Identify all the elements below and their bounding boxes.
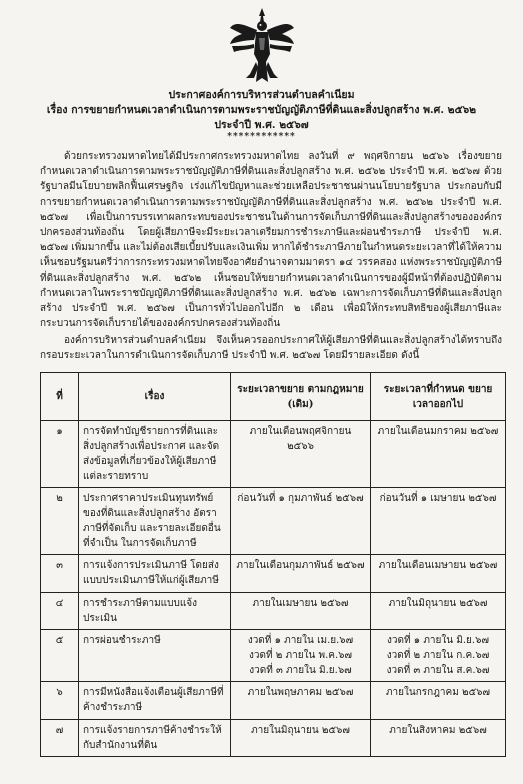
- period-line: งวดที่ ๓ ภายใน มิ.ย.๖๗: [249, 665, 352, 676]
- row-law-period: [231, 488, 371, 555]
- schedule-table: [40, 372, 506, 757]
- announcement-year: ประจำปี พ.ศ. ๒๕๖๗: [214, 119, 309, 131]
- row-number: ๓: [41, 555, 79, 593]
- row-extended-period: [371, 630, 506, 682]
- row-law-period: [231, 630, 371, 682]
- header-extended-period: ระยะเวลาที่กำหนด ขยายเวลาออกไป: [371, 373, 506, 421]
- row-extended-period: [371, 682, 506, 720]
- period-line: งวดที่ ๒ ภายใน พ.ค.๖๗: [248, 650, 352, 661]
- row-law-period: [231, 421, 371, 488]
- row-topic: การแจ้งการประเมินภาษี โดยส่งแบบประเมินภาษีให้แก่ผู้เสียภาษี: [79, 555, 231, 593]
- table-row: [41, 488, 506, 555]
- period-line: งวดที่ ๑ ภายใน เม.ย.๖๗: [247, 635, 354, 646]
- row-extended-period: [371, 720, 506, 757]
- header-no: ที่: [41, 373, 79, 421]
- period-line: ภายในเดือนเมษายน ๒๕๖๗: [378, 560, 498, 571]
- body-paragraph-2: องค์การบริหารส่วนตำบลคำเนียม จึงเห็นควรออกประกาศให้ผู้เสียภาษีที่ดินและสิ่งปลูกสร้างได้ทราบถึงกรอบระยะเวลาในการดำเนินการจัดเก็บภาษี ประจำปี พ.ศ. ๒๕๖๗ โดยมีรายละเอียด ดังนี้: [40, 335, 502, 362]
- row-extended-period: [371, 488, 506, 555]
- header-law-period: ระยะเวลาขยาย ตามกฎหมาย (เดิม): [231, 373, 371, 421]
- period-line: ก่อนวันที่ ๑ กุมภาพันธ์ ๒๕๖๗: [237, 493, 364, 504]
- table-row: [41, 593, 506, 630]
- header-topic: เรื่อง: [79, 373, 231, 421]
- announcement-title: ประกาศองค์การบริหารส่วนตำบลคำเนียม: [168, 89, 355, 101]
- row-topic: การผ่อนชำระภาษี: [79, 630, 231, 682]
- row-number: ๗: [41, 720, 79, 757]
- body-paragraph-1: ด้วยกระทรวงมหาดไทยได้มีประกาศกระทรวงมหาดไทย ลงวันที่ ๙ พฤศจิกายน ๒๕๖๖ เรื่องขยายกำหนดเวลาดำเนินการตามพระราชบัญญัติภาษีที่ดินและสิ่งปลูกสร้าง พ.ศ. ๒๕๖๒ ประจำปี พ.ศ. ๒๕๖๗ ด้วยรัฐบาลมีนโยบายพลิกฟื้นเศรษฐกิจ เร่งแก้ไขปัญหาและช่วยเหลือประชาชนผ่านนโยบายรัฐบาล ประกอบกับมีการขยายกำหนดเวลาดำเนินการตามพระราชบัญญัติภาษีที่ดินและสิ่งปลูกสร้าง พ.ศ. ๒๕๖๒ ประจำปี พ.ศ. ๒๕๖๗ เพื่อเป็นการบรรเทาผลกระทบของประชาชนในด้านการจัดเก็บภาษีที่ดินและสิ่งปลูกสร้างขององค์กรปกครองส่วนท้องถิ่น โดยผู้เสียภาษีจะมีระยะเวลาเตรียมการชำระภาษีและผ่อนชำระภาษี ประจำปี พ.ศ. ๒๕๖๗ เพิ่มมากขึ้น และไม่ต้องเสียเบี้ยปรับและเงินเพิ่ม หากได้ชำระภาษีภายในกำหนดระยะเวลาที่ได้ให้ความเห็นชอบรัฐมนตรีว่าการกระทรวงมหาดไทยจึงอาศัยอำนาจตามมาตรา ๑๔ วรรคสอง แห่งพระราชบัญญัติภาษีที่ดินและสิ่งปลูกสร้าง พ.ศ. ๒๕๖๒ เห็นชอบให้ขยายกำหนดเวลาดำเนินการของผู้มีหน้าที่ต้องปฏิบัติตามกำหนดเวลาในพระราชบัญญัติภาษีที่ดินและสิ่งปลูกสร้าง พ.ศ. ๒๕๖๒ เฉพาะการจัดเก็บภาษีที่ดินและสิ่งปลูกสร้าง ประจำปี พ.ศ. ๒๕๖๗ เป็นการทั่วไปออกไปอีก ๒ เดือน เพื่อมิให้กระทบสิทธิของผู้เสียภาษีและกระบวนการจัดเก็บรายได้ขององค์กรปกครองส่วนท้องถิ่น: [40, 151, 502, 330]
- period-line: งวดที่ ๒ ภายใน ก.ค.๖๗: [386, 650, 490, 661]
- announcement-subject: เรื่อง การขยายกำหนดเวลาดำเนินการตามพระราชบัญญัติภาษีที่ดินและสิ่งปลูกสร้าง พ.ศ. ๒๕๖๒: [46, 104, 477, 116]
- period-line: ภายในพฤษภาคม ๒๕๖๗: [247, 687, 354, 698]
- period-line: ภายในเดือนพฤศจิกายน ๒๕๖๖: [249, 426, 352, 452]
- table-row: [41, 682, 506, 720]
- period-line: ภายในมิถุนายน ๒๕๖๗: [388, 598, 488, 609]
- row-law-period: [231, 682, 371, 720]
- table-row: [41, 421, 506, 488]
- row-law-period: [231, 593, 371, 630]
- period-line: ก่อนวันที่ ๑ เมษายน ๒๕๖๗: [379, 493, 497, 504]
- table-header-row: [41, 373, 506, 421]
- period-line: ภายในมิถุนายน ๒๕๖๗: [251, 725, 350, 736]
- period-line: ภายในเดือนมกราคม ๒๕๖๗: [377, 426, 499, 437]
- row-number: ๖: [41, 682, 79, 720]
- table-row: [41, 720, 506, 757]
- table-row: [41, 555, 506, 593]
- row-number: ๑: [41, 421, 79, 488]
- row-extended-period: [371, 555, 506, 593]
- period-line: งวดที่ ๑ ภายใน มิ.ย.๖๗: [387, 635, 489, 646]
- period-line: ภายในเดือนกุมภาพันธ์ ๒๕๖๗: [236, 560, 365, 571]
- row-topic: การแจ้งรายการภาษีค้างชำระให้กับสำนักงานที่ดิน: [79, 720, 231, 757]
- separator: ************: [227, 132, 296, 142]
- row-topic: การมีหนังสือแจ้งเตือนผู้เสียภาษีที่ค้างชำระภาษี: [79, 682, 231, 720]
- period-line: งวดที่ ๓ ภายใน ส.ค.๖๗: [386, 665, 490, 676]
- row-number: ๕: [41, 630, 79, 682]
- row-topic: การชำระภาษีตามแบบแจ้งประเมิน: [79, 593, 231, 630]
- row-extended-period: [371, 593, 506, 630]
- table-row: [41, 630, 506, 682]
- row-number: ๒: [41, 488, 79, 555]
- row-topic: การจัดทำบัญชีรายการที่ดินและสิ่งปลูกสร้างเพื่อประกาศ และจัดส่งข้อมูลที่เกี่ยวข้องให้ผู้เสียภาษีแต่ละรายทราบ: [79, 421, 231, 488]
- row-law-period: [231, 720, 371, 757]
- period-line: ภายในสิงหาคม ๒๕๖๗: [389, 725, 487, 736]
- row-law-period: [231, 555, 371, 593]
- row-number: ๔: [41, 593, 79, 630]
- period-line: ภายในเมษายน ๒๕๖๗: [252, 598, 349, 609]
- table-body: [41, 421, 506, 757]
- period-line: ภายในกรกฎาคม ๒๕๖๗: [385, 687, 491, 698]
- row-topic: ประกาศราคาประเมินทุนทรัพย์ของที่ดินและสิ่งปลูกสร้าง อัตราภาษีที่จัดเก็บ และรายละเอียดอื่นที่จำเป็น ในการจัดเก็บภาษี: [79, 488, 231, 555]
- row-extended-period: [371, 421, 506, 488]
- garuda-emblem-icon: [226, 6, 298, 84]
